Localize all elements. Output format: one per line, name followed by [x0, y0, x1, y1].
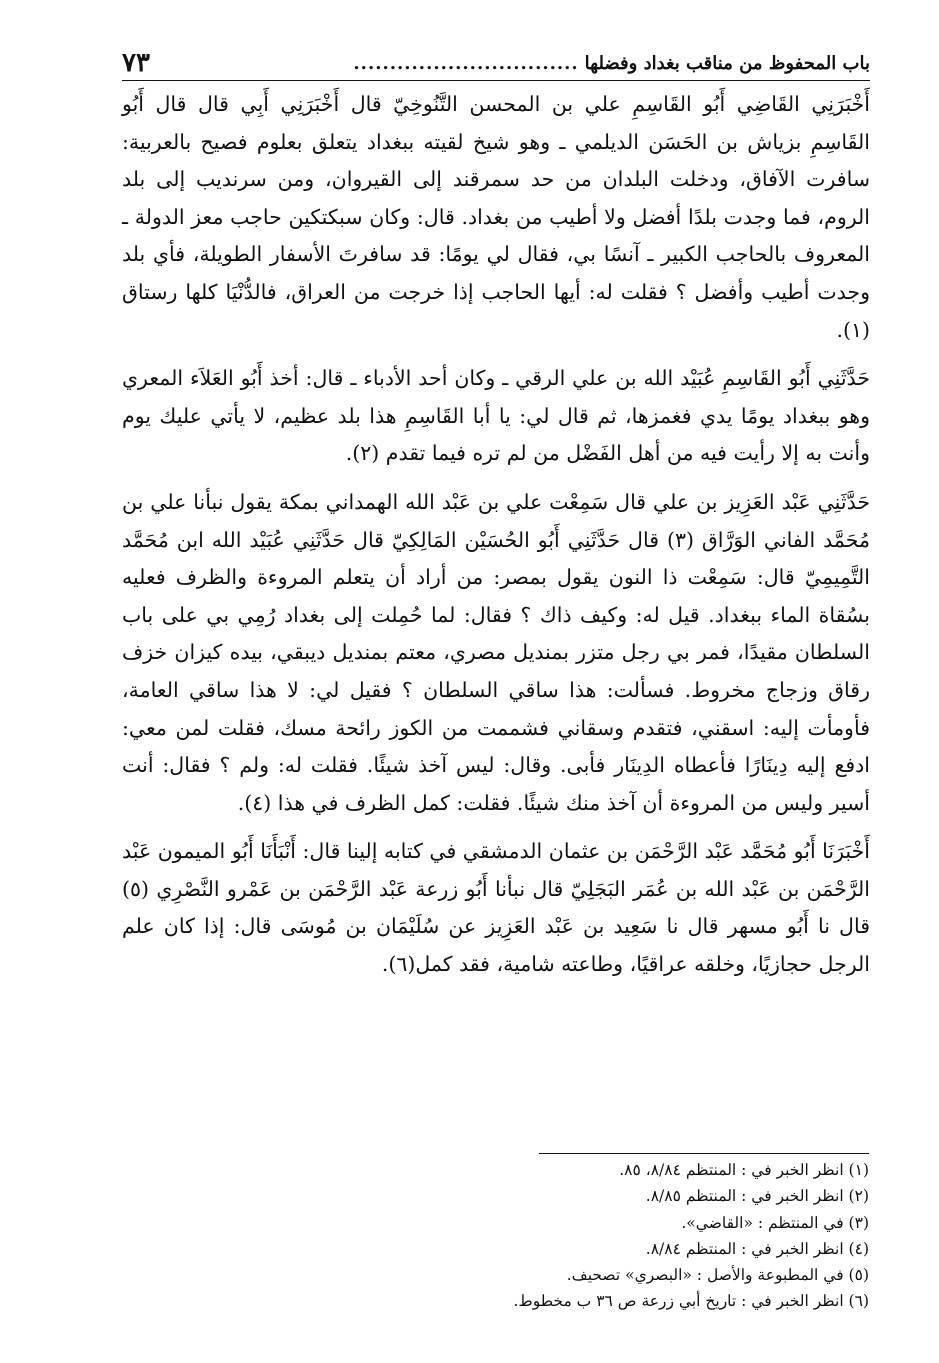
- header-leader-dots: ...............................: [353, 53, 579, 74]
- paragraph-1: أَخْبَرَنِي القَاضِي أَبُو القَاسِمِ علي بن المحسن التَّنُوخِيّ قال أَخْبَرَنِي أَبِي قال قال أَبُو القَاسِمِ بزياش بن الحَسَن الديلمي ـ وهو شيخ لقيته ببغداد يتعلق بعلوم فصيح بالعربية: سافرت الآفاق، ودخلت البلدان من حد سمرقند إلى القيروان، ومن سرنديب إلى بلد الروم، فما وجدت بلدًا أفضل ولا أطيب من بغداد. قال: وكان سبكتكين حاجب معز الدولة ـ المعروف بالحاجب الكبير ـ آنسًا بي، فقال لي يومًا: قد سافرتَ الأسفار الطويلة، فأي بلد وجدت أطيب وأفضل ؟ فقلت له: أيها الحاجب إذا خرجت من العراق، فالدُّنْيَا كلها رستاق (١).: [122, 92, 870, 342]
- footnote-3: (٣) في المنتظم : «القاضي».: [681, 1213, 869, 1232]
- footnotes-list: [121, 1157, 869, 1315]
- header-title: باب المحفوظ من مناقب بغداد وفضلها: [584, 53, 870, 74]
- footnote-4: (٤) انظر الخبر في : المنتظم ٨/٨٤.: [645, 1239, 869, 1258]
- paragraph-4: أَخْبَرَنَا أَبُو مُحَمَّد عَبْد الرَّحْمَن بن عثمان الدمشقي في كتابه إلينا قال: أَنْبَأَنَا أَبُو الميمون عَبْد الرَّحْمَن بن عَبْد الله بن عُمَر البَجَلِيّ قال نبأنا أَبُو زرعة عَبْد الرَّحْمَن بن عَمْرو النَّصْرِي (٥) قال نا أَبُو مسهر قال نا سَعِيد بن عَبْد العَزِيز عن سُلَيْمَان بن مُوسَى قال: إذا كان علم الرجل حجازيًا، وخلقه عراقيًا، وطاعته شامية، فقد كمل(٦).: [122, 839, 870, 977]
- page-number: ٧٣: [122, 48, 150, 78]
- footnote-1: (١) انظر الخبر في : المنتظم ٨/٨٤، ٨٥.: [619, 1161, 869, 1179]
- footnote-5: (٥) في المطبوعة والأصل : «البصري» تصحيف.: [566, 1266, 869, 1285]
- paragraph-3: حَدَّثَنِي عَبْد العَزِيز بن علي قال سَمِعْت علي بن عَبْد الله الهمداني بمكة يقول نبأنا علي بن مُحَمَّد الفاني الوَرَّاق (٣) قال حَدَّثَنِي أَبُو الحُسَيْن المَالِكِيّ قال حَدَّثَنِي عُبَيْد الله ابن مُحَمَّد التَّمِيمِيّ قال: سَمِعْت ذا النون يقول بمصر: من أراد أن يتعلم المروءة والظرف فعليه بسُقاة الماء ببغداد. قيل له: وكيف ذاك ؟ فقال: لما حُمِلت إلى بغداد رُمِي بي على باب السلطان مقيدًا، فمر بي رجل متزر بمنديل مصري، معتم بمنديل ديبقي، بيده كيزان خزف رقاق وزجاج مخروط. فسألت: هذا ساقي السلطان ؟ فقيل لي: لا هذا ساقي العامة، فأومأت إليه: اسقني، فتقدم وسقاني فشممت من الكوز رائحة مسك، فقلت لمن معي: ادفع إليه دِينَارًا فأعطاه الدِينَار فأبى. وقال: ليس آخذ شيئًا. فقلت له: ولم ؟ فقال: أنت أسير وليس من المروءة أن آخذ منك شيئًا. فقلت: كمل الظرف في هذا (٤).: [122, 489, 870, 815]
- footnote-divider: [539, 1153, 869, 1154]
- footnote-2: (٢) انظر الخبر في : المنتظم ٨/٨٥.: [645, 1187, 869, 1206]
- running-header: [122, 40, 870, 81]
- body-text: [122, 86, 870, 995]
- paragraph-2: حَدَّثَنِي أَبُو القَاسِمِ عُبَيْد الله بن علي الرقي ـ وكان أحد الأدباء ـ قال: أخذ أَبُو العَلاَء المعري وهو ببغداد يومًا يدي فغمزها، ثم قال لي: يا أبا القَاسِمِ هذا بلد عظيم، لا يأتي عليك يوم وأنت به إلا رأيت فيه من أهل الفَضْل من لم تره فيما تقدم (٢).: [122, 366, 870, 466]
- footnote-6: (٦) انظر الخبر في : تاريخ أبي زرعة ص ٣٦ ب مخطوط.: [513, 1292, 869, 1311]
